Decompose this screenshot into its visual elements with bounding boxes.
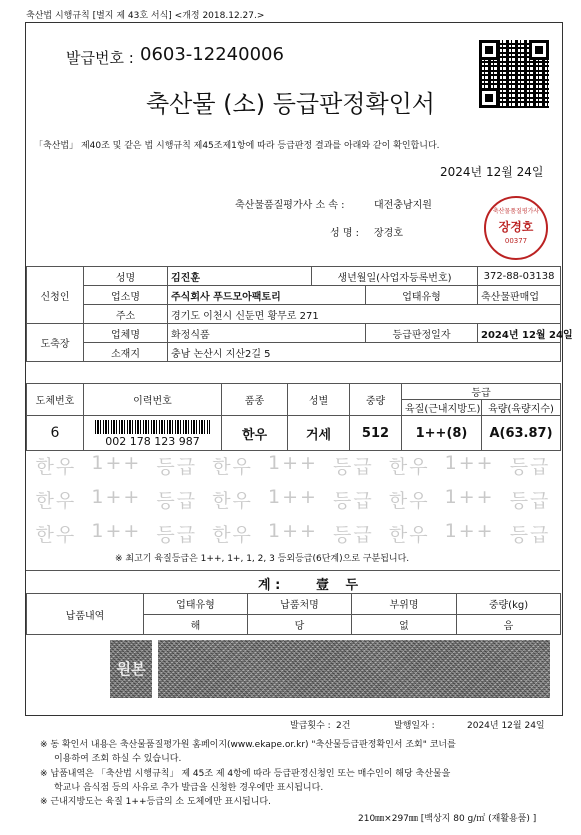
issue-number-label: 발급번호 :: [66, 49, 134, 67]
slaughter-company-label: 업체명: [84, 324, 168, 343]
watermark-text: 등급: [156, 456, 198, 478]
watermark-text: 한우: [35, 524, 77, 546]
footer-note-1: ※ 동 확인서 내용은 축산물품질평가원 홈페이지(www.ekape.or.kr) "축산물등급판정확인서 조회" 코너를: [40, 740, 456, 750]
breed-header: 품종: [222, 384, 288, 416]
total-value: 壹 두: [316, 578, 365, 593]
address-label: 주소: [84, 305, 168, 324]
watermark-text: 1++: [444, 452, 495, 474]
watermark-row-1: [28, 452, 558, 479]
affiliation-label: 축산물품질평가사 소 속 :: [235, 200, 345, 211]
watermark-text: 한우: [212, 456, 253, 478]
issue-count-label: 발급횟수 :: [290, 721, 331, 731]
affiliation: 대전충남지원: [374, 200, 432, 211]
delivery-business-type-header: 업태유형: [144, 594, 248, 615]
watermark-text: 한우: [212, 524, 253, 546]
delivery-label: 납품내역: [27, 594, 144, 635]
seal-number: 00377: [504, 237, 528, 245]
quality-value: 1++(8): [402, 416, 482, 451]
issue-number: 0603-12240006: [140, 44, 284, 65]
barcode-icon: [95, 420, 210, 434]
applicant-name: 김진훈: [168, 267, 312, 286]
delivery-part-header: 부위명: [352, 594, 457, 615]
watermark-text: 한우: [388, 490, 430, 512]
business-type-value: 축산물판매업: [478, 286, 561, 305]
applicant-name-label: 성명: [84, 267, 168, 286]
watermark-text: 한우: [388, 524, 430, 546]
watermark-text: 1++: [268, 486, 318, 508]
watermark-text: 등급: [333, 456, 374, 478]
watermark-text: 한우: [212, 490, 253, 512]
watermark-text: 한우: [388, 456, 430, 478]
issue-date: 2024년 12월 24일: [440, 165, 544, 179]
delivery-fill-4: 음: [457, 614, 561, 635]
delivery-fill-1: 해: [144, 614, 248, 635]
watermark-text: 등급: [333, 490, 374, 512]
sex-header: 성별: [288, 384, 350, 416]
issued-at-label: 발행일자 :: [394, 721, 435, 731]
watermark-text: 1++: [444, 520, 495, 542]
watermark-text: 등급: [156, 490, 198, 512]
weight-header: 중량: [350, 384, 402, 416]
footer-note-5: ※ 근내지방도는 육질 1++등급의 소 도체에만 표시됩니다.: [40, 797, 271, 807]
security-pattern: [158, 640, 550, 698]
breed-value: 한우: [222, 416, 288, 451]
grader-name: 장경호: [374, 228, 403, 239]
carcass-no: 6: [27, 416, 84, 451]
quality-header: 육질(근내지방도): [402, 400, 482, 416]
watermark-text: 등급: [156, 524, 198, 546]
birth-value: 372-88-03138: [478, 267, 561, 286]
delivery-destination-header: 납품처명: [248, 594, 352, 615]
watermark-text: 1++: [91, 452, 142, 474]
watermark-text: 1++: [268, 520, 318, 542]
intro-text: 「축산법」 제40조 및 같은 법 시행규칙 제45조제1항에 따라 등급판정 결과를 아래와 같이 확인합니다.: [34, 141, 440, 151]
grading-date-value: 2024년 12월 24일: [478, 324, 561, 343]
watermark-row-2: [28, 486, 558, 513]
applicant-table: [26, 266, 573, 362]
grade-note: ※ 최고기 육질등급은 1++, 1+, 1, 2, 3 등외등급(6단계)으로 구분됩니다.: [115, 554, 410, 564]
weight-value: 512: [350, 416, 402, 451]
yield-header: 육량(육량지수): [482, 400, 561, 416]
original-stamp-pattern: [110, 640, 152, 698]
grading-date-label: 등급판정일자: [366, 324, 478, 343]
delivery-fill-3: 없: [352, 614, 457, 635]
form-reference: 축산법 시행규칙 [별지 제 43호 서식] <개정 2018.12.27.>: [26, 11, 265, 21]
delivery-table: [26, 593, 561, 635]
delivery-weight-header: 중량(kg): [457, 594, 561, 615]
sex-value: 거세: [288, 416, 350, 451]
yield-value: A(63.87): [482, 416, 561, 451]
watermark-text: 한우: [35, 456, 77, 478]
grade-header: 등급: [402, 384, 561, 400]
watermark-text: 1++: [91, 520, 142, 542]
carcass-no-header: 도체번호: [27, 384, 84, 416]
birth-label: 생년월일(사업자등록번호): [312, 267, 478, 286]
company-value: 주식회사 푸드모아팩토리: [168, 286, 366, 305]
grader-name-label: 성 명 :: [330, 228, 360, 239]
watermark-text: 1++: [91, 486, 142, 508]
original-stamp-text: 원본: [116, 660, 146, 678]
watermark-text: 1++: [444, 486, 495, 508]
company-label: 업소명: [84, 286, 168, 305]
watermark-text: 등급: [333, 524, 374, 546]
footer-note-2: 이용하여 조회 하실 수 있습니다.: [54, 754, 182, 764]
business-type-label: 업태유형: [366, 286, 478, 305]
grader-seal-icon: [484, 196, 548, 260]
document-title: 축산물 (소) 등급판정확인서: [145, 90, 435, 118]
delivery-fill-2: 당: [248, 614, 352, 635]
footer-note-3: ※ 납품내역은 「축산법 시행규칙」 제 45조 제 4항에 따라 등급판정신청인 또는 매수인이 해당 축산물을: [40, 769, 451, 779]
trace-cell: [84, 416, 222, 451]
watermark-text: 등급: [509, 456, 551, 478]
footer-note-4: 학교나 음식점 등의 사유로 추가 발급을 신청한 경우에만 표시됩니다.: [54, 783, 324, 793]
address-value: 경기도 이천시 신둔면 황무로 271: [168, 305, 561, 324]
issue-count: 2건: [336, 721, 351, 731]
location-value: 충남 논산시 지산2길 5: [168, 343, 561, 362]
slaughter-company-value: 화정식품: [168, 324, 366, 343]
paper-spec: 210㎜×297㎜ [백상지 80 g/㎡ (재활용품) ]: [358, 814, 537, 824]
seal-name: 장경호: [498, 220, 534, 234]
trace-number: 002 178 123 987: [105, 435, 200, 448]
issued-at: 2024년 12월 24일: [467, 721, 545, 731]
watermark-text: 등급: [509, 524, 551, 546]
carcass-table: [26, 383, 561, 451]
watermark-row-3: [28, 520, 558, 547]
location-label: 소재지: [84, 343, 168, 362]
slaughterhouse-group: 도축장: [27, 324, 84, 362]
seal-ring-text: 축산물품질평가사: [492, 208, 540, 215]
watermark-text: 등급: [509, 490, 551, 512]
total-label: 계 :: [258, 578, 281, 593]
total-row: [26, 570, 560, 594]
applicant-group: 신청인: [27, 267, 84, 324]
watermark-text: 1++: [268, 452, 318, 474]
watermark-text: 한우: [35, 490, 77, 512]
trace-no-header: 이력번호: [84, 384, 222, 416]
